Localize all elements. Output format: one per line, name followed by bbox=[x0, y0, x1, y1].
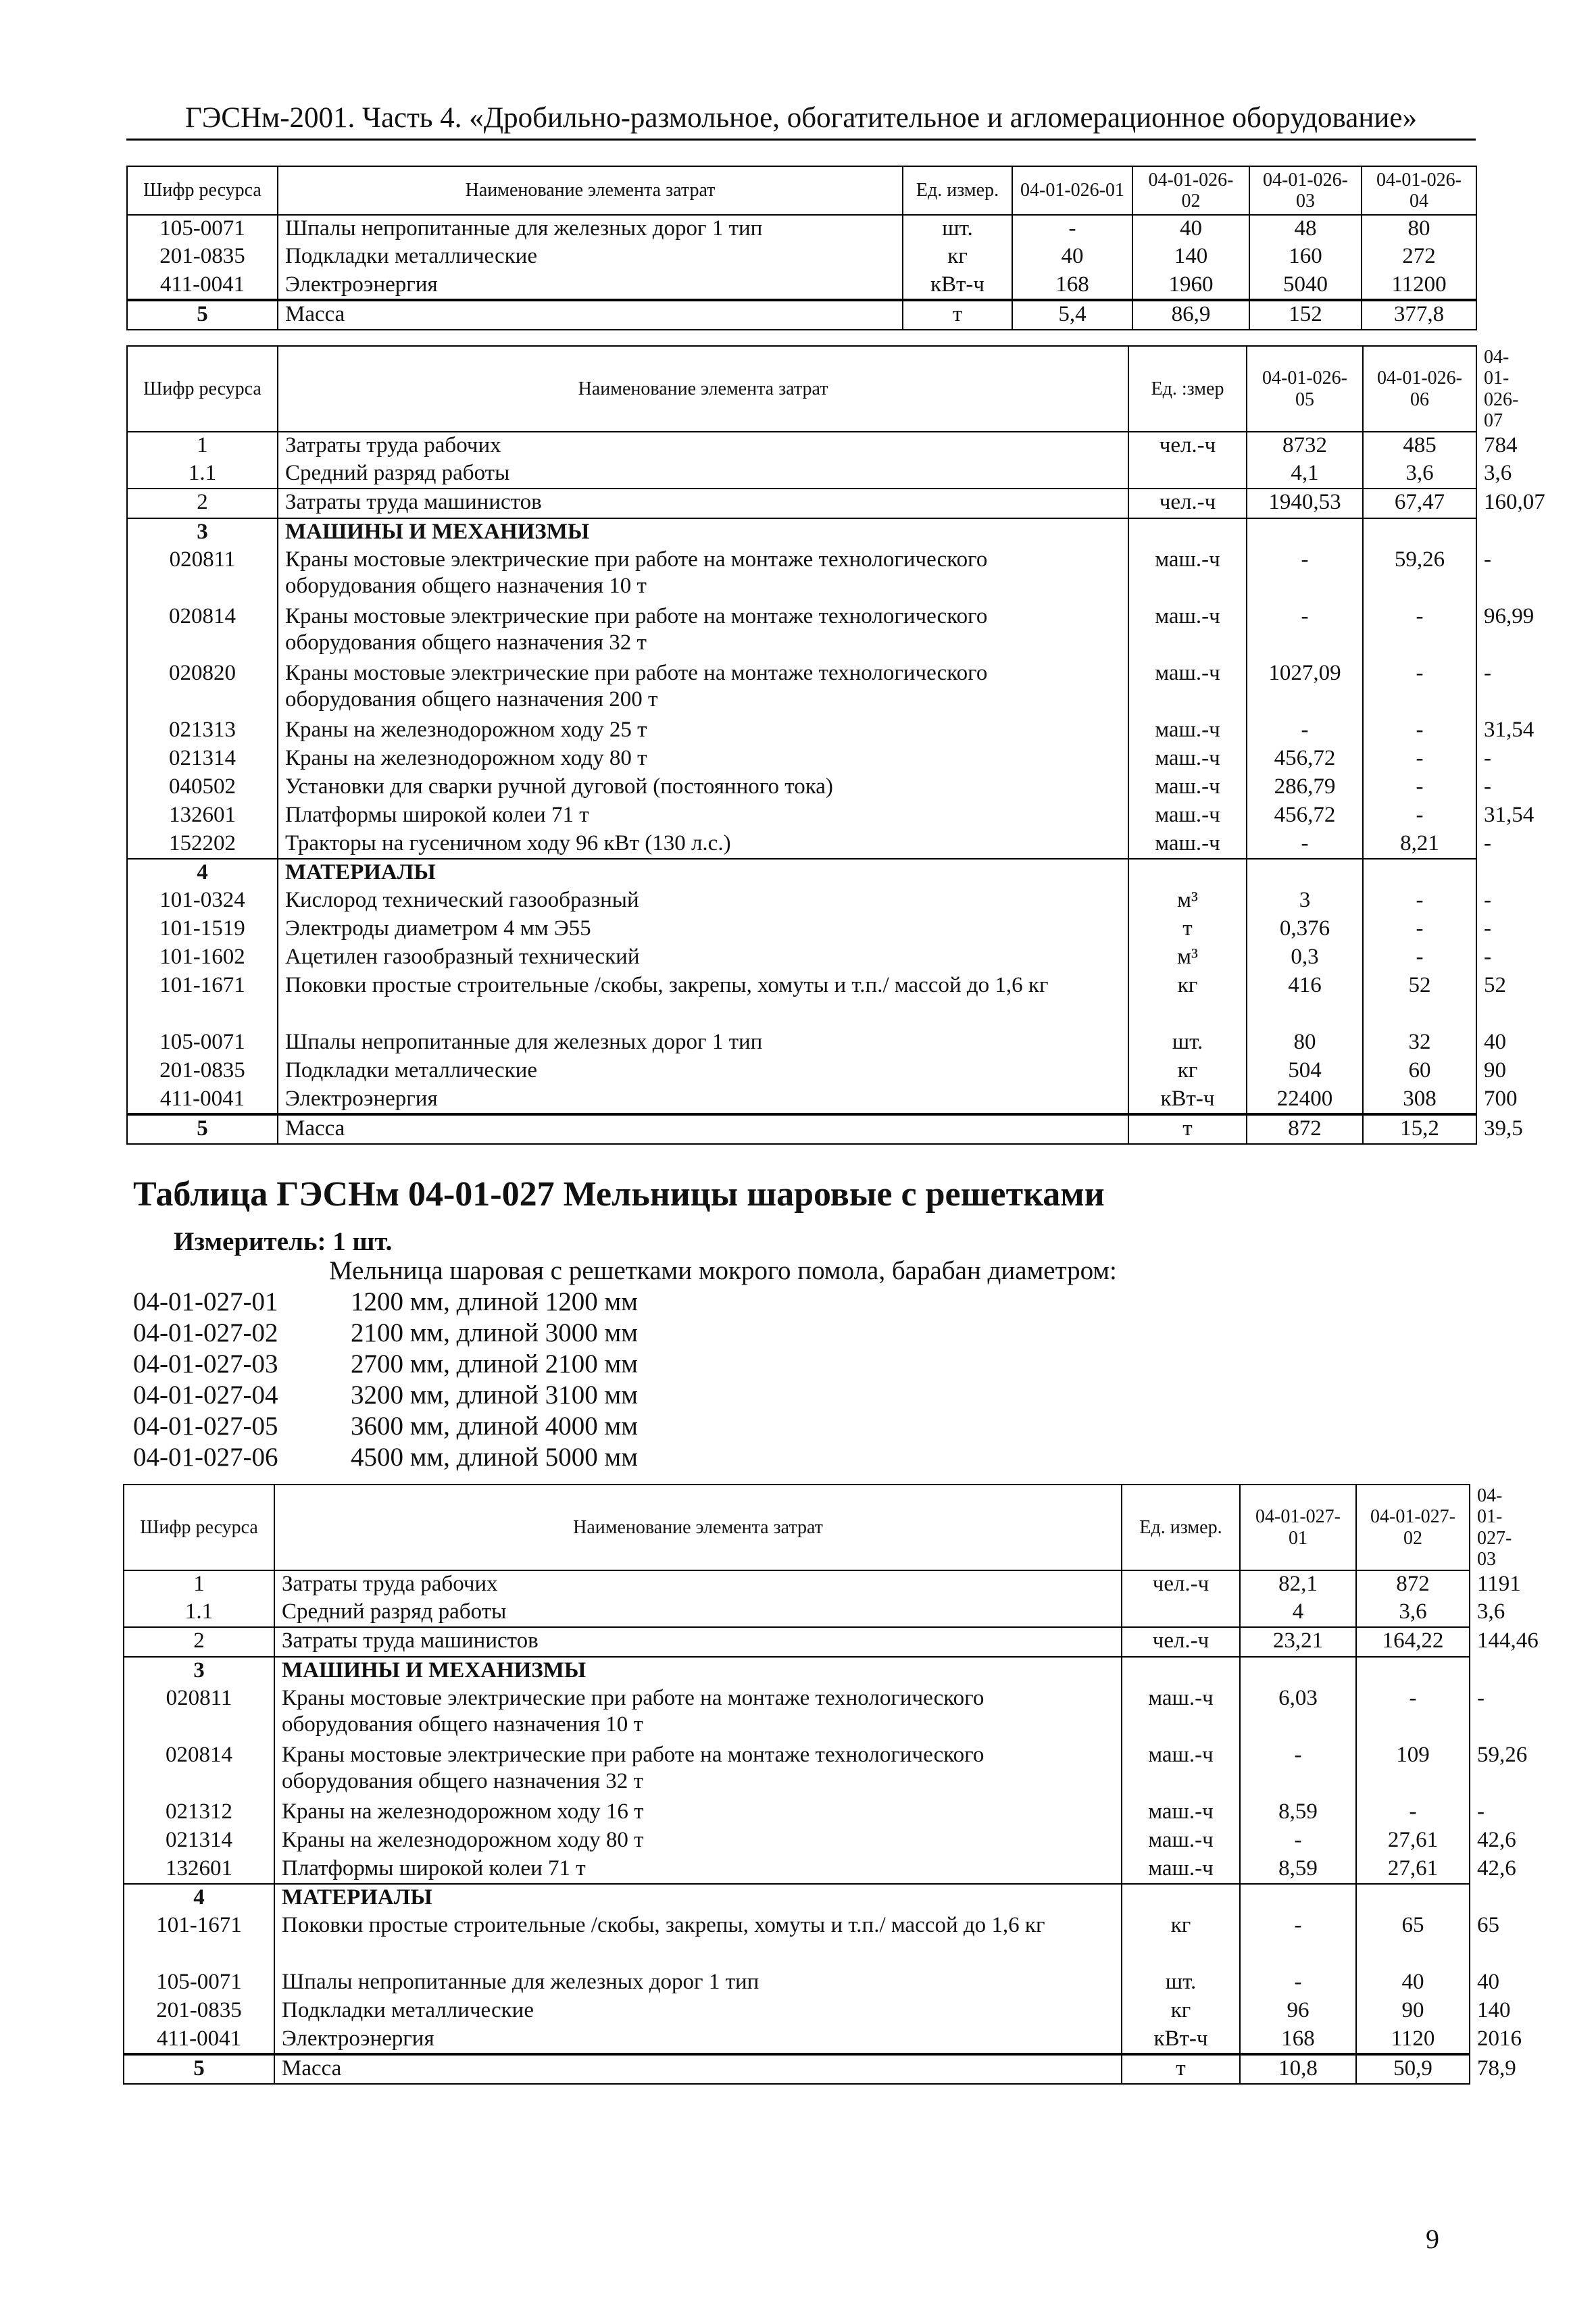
col-header-name: Наименование элемента затрат bbox=[274, 1485, 1122, 1570]
norm-value: 456,72 bbox=[1247, 745, 1363, 774]
resource-unit bbox=[1128, 460, 1247, 489]
table-row: 101-1602 Ацетилен газообразный технический м³ 0,3 - - bbox=[127, 944, 1476, 972]
resource-name: Краны мостовые электрические при работе на монтаже технологического оборудования общего назначения 10 т bbox=[274, 1685, 1122, 1742]
section-title: МАШИНЫ И МЕХАНИЗМЫ bbox=[274, 1657, 1122, 1685]
col-header-code: Шифр ресурса bbox=[127, 166, 278, 215]
section-heading-row bbox=[124, 1884, 1470, 1912]
table-row: 020811 Краны мостовые электрические при работе на монтаже технологического оборудования общего назначения 10 т маш.-ч 6,03 - - bbox=[124, 1685, 1470, 1742]
mass-row: 5 Масса т 10,8 50,9 78,9 bbox=[124, 2054, 1470, 2084]
norm-value: 40 bbox=[1356, 1969, 1470, 1997]
table-row: 152202 Тракторы на гусеничном ходу 96 кВт (130 л.с.) маш.-ч - 8,21 - bbox=[127, 830, 1476, 859]
variant-code: 04-01-027-01 bbox=[133, 1287, 278, 1316]
norm-value: - bbox=[1363, 603, 1476, 660]
norm-value: 3,6 bbox=[1363, 460, 1476, 489]
norm-value: - bbox=[1240, 1969, 1356, 1997]
section-number: 3 bbox=[124, 1657, 274, 1685]
table-row: 020811 Краны мостовые электрические при работе на монтаже технологического оборудования общего назначения 10 т маш.-ч - 59,26 - bbox=[127, 547, 1476, 603]
norm-value: 52 bbox=[1363, 972, 1476, 1029]
resource-unit: маш.-ч bbox=[1122, 1742, 1240, 1799]
variant-code: 04-01-027-06 bbox=[133, 1443, 278, 1472]
norm-value: - bbox=[1363, 944, 1476, 972]
norm-value: - bbox=[1356, 1685, 1470, 1742]
resource-unit bbox=[1122, 1599, 1240, 1627]
col-header-unit: Ед. измер. bbox=[1122, 1485, 1240, 1570]
table-row: 201-0835 Подкладки металлические кг 504 60 90 bbox=[127, 1057, 1476, 1086]
table-row: 021314 Краны на железнодорожном ходу 80 т маш.-ч 456,72 - - bbox=[127, 745, 1476, 774]
variant-text: 1200 мм, длиной 1200 мм bbox=[351, 1287, 638, 1316]
table-row: 021312 Краны на железнодорожном ходу 16 т маш.-ч 8,59 - - bbox=[124, 1799, 1470, 1827]
resource-unit: маш.-ч bbox=[1122, 1827, 1240, 1856]
norm-value: 485 bbox=[1363, 432, 1476, 460]
norm-value: - bbox=[1356, 1799, 1470, 1827]
norm-value: 140 bbox=[1132, 243, 1249, 272]
resource-name: Шпалы непропитанные для железных дорог 1 тип bbox=[278, 1029, 1128, 1057]
resource-unit: маш.-ч bbox=[1128, 660, 1247, 717]
norm-value: 152 bbox=[1249, 300, 1362, 330]
resource-code: 101-1671 bbox=[124, 1912, 274, 1969]
resource-unit: кВт-ч bbox=[1122, 2026, 1240, 2054]
resource-code: 101-1671 bbox=[127, 972, 278, 1029]
resource-code: 021312 bbox=[124, 1799, 274, 1827]
meter-label: Измеритель: bbox=[174, 1227, 326, 1256]
norm-value: - bbox=[1363, 745, 1476, 774]
resource-code: 201-0835 bbox=[127, 1057, 278, 1086]
resource-code: 152202 bbox=[127, 830, 278, 859]
resource-code: 132601 bbox=[127, 802, 278, 830]
resource-unit: шт. bbox=[1122, 1969, 1240, 1997]
resource-name: Тракторы на гусеничном ходу 96 кВт (130 л.с.) bbox=[278, 830, 1128, 859]
norm-value: 23,21 bbox=[1240, 1627, 1356, 1657]
resource-unit: маш.-ч bbox=[1122, 1856, 1240, 1884]
resource-name: Средний разряд работы bbox=[274, 1599, 1122, 1627]
resource-name: Электроды диаметром 4 мм Э55 bbox=[278, 916, 1128, 944]
meter-line bbox=[174, 1226, 392, 1257]
norm-value: 82,1 bbox=[1240, 1570, 1356, 1599]
norm-value: - bbox=[1240, 1912, 1356, 1969]
table-row: 101-1519 Электроды диаметром 4 мм Э55 т 0,376 - - bbox=[127, 916, 1476, 944]
variant-code: 04-01-027-02 bbox=[133, 1318, 278, 1347]
resource-unit: м³ bbox=[1128, 944, 1247, 972]
table-row: 411-0041 Электроэнергия кВт-ч 168 1120 2016 bbox=[124, 2026, 1470, 2054]
resource-code: 132601 bbox=[124, 1856, 274, 1884]
resource-name: Краны на железнодорожном ходу 80 т bbox=[278, 745, 1128, 774]
norm-value: - bbox=[1240, 1827, 1356, 1856]
resource-code: 201-0835 bbox=[124, 1997, 274, 2026]
resource-unit: т bbox=[1128, 916, 1247, 944]
variant-line bbox=[133, 1349, 638, 1379]
norm-value: 109 bbox=[1356, 1742, 1470, 1799]
norm-value: 96 bbox=[1240, 1997, 1356, 2026]
norm-value: 377,8 bbox=[1362, 300, 1476, 330]
norm-value: 86,9 bbox=[1132, 300, 1249, 330]
table-row: 201-0835 Подкладки металлические кг 96 90 140 bbox=[124, 1997, 1470, 2026]
norm-value: 65 bbox=[1356, 1912, 1470, 1969]
cost-table-026-part1 bbox=[126, 166, 1477, 330]
resource-code: 105-0071 bbox=[127, 215, 278, 243]
norm-value: 1940,53 bbox=[1247, 489, 1363, 518]
norm-value: 4 bbox=[1240, 1599, 1356, 1627]
variant-code: 04-01-027-04 bbox=[133, 1380, 278, 1410]
norm-value: 286,79 bbox=[1247, 774, 1363, 802]
resource-unit: маш.-ч bbox=[1128, 802, 1247, 830]
norm-value: 308 bbox=[1363, 1086, 1476, 1114]
resource-code: 411-0041 bbox=[124, 2026, 274, 2054]
norm-value: 0,3 bbox=[1247, 944, 1363, 972]
variant-code: 04-01-027-05 bbox=[133, 1412, 278, 1441]
table-title: Таблица ГЭСНм 04-01-027 Мельницы шаровые с решетками bbox=[133, 1175, 1105, 1214]
table-row: 411-0041 Электроэнергия кВт-ч 22400 308 700 bbox=[127, 1086, 1476, 1114]
norm-value: 11200 bbox=[1362, 272, 1476, 300]
table-row: 132601 Платформы широкой колеи 71 т маш.-ч 8,59 27,61 42,6 bbox=[124, 1856, 1470, 1884]
resource-unit: кг bbox=[1122, 1997, 1240, 2026]
norm-value: 456,72 bbox=[1247, 802, 1363, 830]
table-row: 2 Затраты труда машинистов чел.-ч 23,21 164,22 144,46 bbox=[124, 1627, 1470, 1657]
resource-name: Подкладки металлические bbox=[278, 1057, 1128, 1086]
norm-value: - bbox=[1363, 887, 1476, 916]
resource-name: Шпалы непропитанные для железных дорог 1 тип bbox=[278, 215, 903, 243]
resource-name: Затраты труда машинистов bbox=[278, 489, 1128, 518]
resource-name: Кислород технический газообразный bbox=[278, 887, 1128, 916]
resource-code: 021314 bbox=[127, 745, 278, 774]
resource-code: 101-1602 bbox=[127, 944, 278, 972]
resource-unit: чел.-ч bbox=[1128, 489, 1247, 518]
norm-value: 1120 bbox=[1356, 2026, 1470, 2054]
norm-value: 3,6 bbox=[1356, 1599, 1470, 1627]
norm-value: 60 bbox=[1363, 1057, 1476, 1086]
section-heading-row bbox=[124, 1657, 1470, 1685]
norm-value: 1960 bbox=[1132, 272, 1249, 300]
resource-unit: кг bbox=[1128, 972, 1247, 1029]
col-header-unit: Ед. измер. bbox=[903, 166, 1012, 215]
norm-value: 40 bbox=[1012, 243, 1132, 272]
resource-name: Затраты труда машинистов bbox=[274, 1627, 1122, 1657]
norm-value: 40 bbox=[1132, 215, 1249, 243]
norm-value: 48 bbox=[1249, 215, 1362, 243]
norm-value: 27,61 bbox=[1356, 1856, 1470, 1884]
norm-value: 8,59 bbox=[1240, 1799, 1356, 1827]
variant-text: 3200 мм, длиной 3100 мм bbox=[351, 1380, 638, 1410]
table-row: 101-0324 Кислород технический газообразный м³ 3 - - bbox=[127, 887, 1476, 916]
resource-code: 1 bbox=[124, 1570, 274, 1599]
norm-value: - bbox=[1247, 830, 1363, 859]
col-header-norm: 04-01-026-01 bbox=[1012, 166, 1132, 215]
resource-unit: чел.-ч bbox=[1122, 1570, 1240, 1599]
resource-code: 040502 bbox=[127, 774, 278, 802]
norm-value: 5040 bbox=[1249, 272, 1362, 300]
norm-value: 416 bbox=[1247, 972, 1363, 1029]
norm-value: 160 bbox=[1249, 243, 1362, 272]
table-row: 040502 Установки для сварки ручной дуговой (постоянного тока) маш.-ч 286,79 - - bbox=[127, 774, 1476, 802]
resource-name: Краны на железнодорожном ходу 80 т bbox=[274, 1827, 1122, 1856]
table-row: 101-1671 Поковки простые строительные /скобы, закрепы, хомуты и т.п./ массой до 1,6 кг кг 416 52 52 bbox=[127, 972, 1476, 1029]
resource-name: Подкладки металлические bbox=[278, 243, 903, 272]
variant-line bbox=[133, 1318, 638, 1348]
norm-value: - bbox=[1247, 603, 1363, 660]
col-header-norm: 04-01-027-02 bbox=[1356, 1485, 1470, 1570]
col-header-norm: 04-01-026-03 bbox=[1249, 166, 1362, 215]
resource-unit: т bbox=[1122, 2054, 1240, 2084]
norm-value: 22400 bbox=[1247, 1086, 1363, 1114]
resource-name: Краны мостовые электрические при работе на монтаже технологического оборудования общего назначения 10 т bbox=[278, 547, 1128, 603]
norm-value: 504 bbox=[1247, 1057, 1363, 1086]
norm-value: 0,376 bbox=[1247, 916, 1363, 944]
norm-value: - bbox=[1363, 774, 1476, 802]
norm-value: - bbox=[1247, 547, 1363, 603]
resource-code: 101-1519 bbox=[127, 916, 278, 944]
resource-unit: маш.-ч bbox=[1128, 603, 1247, 660]
table-row: 020814 Краны мостовые электрические при работе на монтаже технологического оборудования общего назначения 32 т маш.-ч - 109 59,26 bbox=[124, 1742, 1470, 1799]
norm-value: 80 bbox=[1362, 215, 1476, 243]
table-row: 1 Затраты труда рабочих чел.-ч 82,1 872 1191 bbox=[124, 1570, 1470, 1599]
resource-unit: чел.-ч bbox=[1128, 432, 1247, 460]
col-header-code: Шифр ресурса bbox=[127, 346, 278, 432]
cost-table-027 bbox=[123, 1484, 1539, 2085]
resource-name: Подкладки металлические bbox=[274, 1997, 1122, 2026]
norm-value: 872 bbox=[1247, 1114, 1363, 1144]
norm-value: - bbox=[1363, 802, 1476, 830]
resource-code: 5 bbox=[127, 1114, 278, 1144]
variant-line bbox=[133, 1287, 638, 1317]
section-title: МАШИНЫ И МЕХАНИЗМЫ bbox=[278, 518, 1128, 547]
resource-code: 020811 bbox=[124, 1685, 274, 1742]
col-header-norm: 04-01-027-01 bbox=[1240, 1485, 1356, 1570]
table-row: 105-0071 Шпалы непропитанные для железных дорог 1 тип шт. 80 32 40 bbox=[127, 1029, 1476, 1057]
resource-name: Платформы широкой колеи 71 т bbox=[278, 802, 1128, 830]
resource-name: Краны мостовые электрические при работе на монтаже технологического оборудования общего назначения 32 т bbox=[278, 603, 1128, 660]
norm-value: 272 bbox=[1362, 243, 1476, 272]
section-number: 4 bbox=[127, 859, 278, 887]
variant-text: 3600 мм, длиной 4000 мм bbox=[351, 1412, 638, 1441]
resource-code: 101-0324 bbox=[127, 887, 278, 916]
resource-code: 1.1 bbox=[124, 1599, 274, 1627]
resource-code: 021313 bbox=[127, 717, 278, 745]
resource-code: 1 bbox=[127, 432, 278, 460]
table-header-row: Шифр ресурса Наименование элемента затрат Ед. измер. 04-01-027-01 04-01-027-02 04-01-027-03 bbox=[124, 1485, 1470, 1570]
resource-code: 411-0041 bbox=[127, 1086, 278, 1114]
norm-value: 168 bbox=[1240, 2026, 1356, 2054]
resource-name: Масса bbox=[278, 1114, 1128, 1144]
resource-unit: кг bbox=[1128, 1057, 1247, 1086]
resource-unit: маш.-ч bbox=[1122, 1685, 1240, 1742]
col-header-name: Наименование элемента затрат bbox=[278, 166, 903, 215]
table-row: 021313 Краны на железнодорожном ходу 25 т маш.-ч - - 31,54 bbox=[127, 717, 1476, 745]
col-header-norm: 04-01-026-04 bbox=[1362, 166, 1476, 215]
running-header: ГЭСНм-2001. Часть 4. «Дробильно-размольное, обогатительное и агломерационное оборудование» bbox=[185, 102, 1417, 134]
norm-value: - bbox=[1363, 717, 1476, 745]
norm-value: 27,61 bbox=[1356, 1827, 1470, 1856]
resource-unit: кг bbox=[1122, 1912, 1240, 1969]
col-header-code: Шифр ресурса bbox=[124, 1485, 274, 1570]
table-row: 132601 Платформы широкой колеи 71 т маш.-ч 456,72 - 31,54 bbox=[127, 802, 1476, 830]
mass-row: 5 Масса т 872 15,2 39,5 bbox=[127, 1114, 1476, 1144]
table-row: 1.1 Средний разряд работы 4,1 3,6 3,6 bbox=[127, 460, 1476, 489]
norm-value: - bbox=[1363, 660, 1476, 717]
meter-value: 1 шт. bbox=[332, 1227, 393, 1256]
resource-unit: т bbox=[903, 300, 1012, 330]
norm-value: - bbox=[1012, 215, 1132, 243]
resource-name: Средний разряд работы bbox=[278, 460, 1128, 489]
variant-line bbox=[133, 1380, 638, 1410]
table-row: 1.1 Средний разряд работы 4 3,6 3,6 bbox=[124, 1599, 1470, 1627]
resource-name: Масса bbox=[278, 300, 903, 330]
resource-code: 2 bbox=[127, 489, 278, 518]
resource-unit: кВт-ч bbox=[903, 272, 1012, 300]
norm-value: 80 bbox=[1247, 1029, 1363, 1057]
norm-value: 168 bbox=[1012, 272, 1132, 300]
resource-unit: м³ bbox=[1128, 887, 1247, 916]
norm-value: 8,21 bbox=[1363, 830, 1476, 859]
cost-table-026-part2 bbox=[126, 345, 1545, 1145]
resource-code: 5 bbox=[124, 2054, 274, 2084]
norm-value: 90 bbox=[1356, 1997, 1470, 2026]
variant-text: 2700 мм, длиной 2100 мм bbox=[351, 1349, 638, 1378]
page-number: 9 bbox=[1426, 2224, 1439, 2254]
resource-unit: маш.-ч bbox=[1128, 830, 1247, 859]
norm-value: 8,59 bbox=[1240, 1856, 1356, 1884]
norm-value: 59,26 bbox=[1363, 547, 1476, 603]
resource-code: 5 bbox=[127, 300, 278, 330]
section-title: МАТЕРИАЛЫ bbox=[278, 859, 1128, 887]
col-header-norm: 04-01-026-06 bbox=[1363, 346, 1476, 432]
section-number: 4 bbox=[124, 1884, 274, 1912]
norm-value: - bbox=[1363, 916, 1476, 944]
resource-name: Электроэнергия bbox=[278, 272, 903, 300]
resource-name: Поковки простые строительные /скобы, закрепы, хомуты и т.п./ массой до 1,6 кг bbox=[274, 1912, 1122, 1969]
norm-value: 3 bbox=[1247, 887, 1363, 916]
resource-name: Краны на железнодорожном ходу 25 т bbox=[278, 717, 1128, 745]
resource-name: Платформы широкой колеи 71 т bbox=[274, 1856, 1122, 1884]
resource-name: Краны мостовые электрические при работе на монтаже технологического оборудования общего назначения 32 т bbox=[274, 1742, 1122, 1799]
table-row: 105-0071 Шпалы непропитанные для железных дорог 1 тип шт. - 40 40 bbox=[124, 1969, 1470, 1997]
resource-name: Шпалы непропитанные для железных дорог 1 тип bbox=[274, 1969, 1122, 1997]
resource-name: Установки для сварки ручной дуговой (постоянного тока) bbox=[278, 774, 1128, 802]
norm-value: 67,47 bbox=[1363, 489, 1476, 518]
norm-value: 50,9 bbox=[1356, 2054, 1470, 2084]
resource-unit: шт. bbox=[1128, 1029, 1247, 1057]
resource-code: 020820 bbox=[127, 660, 278, 717]
resource-code: 1.1 bbox=[127, 460, 278, 489]
header-rule bbox=[126, 139, 1476, 141]
resource-code: 020814 bbox=[127, 603, 278, 660]
resource-code: 020811 bbox=[127, 547, 278, 603]
resource-unit: чел.-ч bbox=[1122, 1627, 1240, 1657]
resource-unit: т bbox=[1128, 1114, 1247, 1144]
resource-name: Электроэнергия bbox=[274, 2026, 1122, 2054]
norm-value: 872 bbox=[1356, 1570, 1470, 1599]
col-header-norm: 04-01-026-05 bbox=[1247, 346, 1363, 432]
variant-line bbox=[133, 1442, 638, 1472]
resource-code: 105-0071 bbox=[124, 1969, 274, 1997]
resource-unit: кВт-ч bbox=[1128, 1086, 1247, 1114]
resource-unit: маш.-ч bbox=[1122, 1799, 1240, 1827]
resource-name: Ацетилен газообразный технический bbox=[278, 944, 1128, 972]
resource-name: Поковки простые строительные /скобы, закрепы, хомуты и т.п./ массой до 1,6 кг bbox=[278, 972, 1128, 1029]
table-row bbox=[127, 243, 1476, 272]
col-header-norm: 04-01-026-02 bbox=[1132, 166, 1249, 215]
norm-value: 5,4 bbox=[1012, 300, 1132, 330]
section-heading-row bbox=[127, 859, 1476, 887]
table-row bbox=[127, 272, 1476, 300]
table-header-row bbox=[127, 166, 1476, 215]
resource-code: 201-0835 bbox=[127, 243, 278, 272]
norm-value: 1027,09 bbox=[1247, 660, 1363, 717]
variant-line bbox=[133, 1411, 638, 1441]
resource-unit: маш.-ч bbox=[1128, 547, 1247, 603]
resource-unit: маш.-ч bbox=[1128, 717, 1247, 745]
variant-text: 4500 мм, длиной 5000 мм bbox=[351, 1443, 638, 1472]
resource-unit: шт. bbox=[903, 215, 1012, 243]
resource-unit: маш.-ч bbox=[1128, 774, 1247, 802]
resource-code: 2 bbox=[124, 1627, 274, 1657]
norm-value: 8732 bbox=[1247, 432, 1363, 460]
table-row: 101-1671 Поковки простые строительные /скобы, закрепы, хомуты и т.п./ массой до 1,6 кг кг - 65 65 bbox=[124, 1912, 1470, 1969]
table-row: 2 Затраты труда машинистов чел.-ч 1940,53 67,47 160,07 bbox=[127, 489, 1476, 518]
resource-name: Затраты труда рабочих bbox=[274, 1570, 1122, 1599]
norm-value: 6,03 bbox=[1240, 1685, 1356, 1742]
section-title: МАТЕРИАЛЫ bbox=[274, 1884, 1122, 1912]
col-header-unit: Ед. :змер bbox=[1128, 346, 1247, 432]
resource-name: Масса bbox=[274, 2054, 1122, 2084]
mass-row bbox=[127, 300, 1476, 330]
norm-value: - bbox=[1247, 717, 1363, 745]
resource-unit: кг bbox=[903, 243, 1012, 272]
work-description: Мельница шаровая с решетками мокрого помола, барабан диаметром: bbox=[329, 1256, 1117, 1285]
resource-name: Электроэнергия bbox=[278, 1086, 1128, 1114]
norm-value: 10,8 bbox=[1240, 2054, 1356, 2084]
table-row: 1 Затраты труда рабочих чел.-ч 8732 485 784 bbox=[127, 432, 1476, 460]
col-header-name: Наименование элемента затрат bbox=[278, 346, 1128, 432]
norm-value: 164,22 bbox=[1356, 1627, 1470, 1657]
variant-text: 2100 мм, длиной 3000 мм bbox=[351, 1318, 638, 1347]
resource-name: Затраты труда рабочих bbox=[278, 432, 1128, 460]
section-heading-row bbox=[127, 518, 1476, 547]
resource-code: 105-0071 bbox=[127, 1029, 278, 1057]
resource-name: Краны на железнодорожном ходу 16 т bbox=[274, 1799, 1122, 1827]
resource-name: Краны мостовые электрические при работе на монтаже технологического оборудования общего назначения 200 т bbox=[278, 660, 1128, 717]
table-row: 020814 Краны мостовые электрические при работе на монтаже технологического оборудования общего назначения 32 т маш.-ч - - 96,99 bbox=[127, 603, 1476, 660]
variant-code: 04-01-027-03 bbox=[133, 1349, 278, 1378]
resource-code: 020814 bbox=[124, 1742, 274, 1799]
table-header-row: Шифр ресурса Наименование элемента затрат Ед. :змер 04-01-026-05 04-01-026-06 04-01-026-07 bbox=[127, 346, 1476, 432]
norm-value: 32 bbox=[1363, 1029, 1476, 1057]
norm-value: - bbox=[1240, 1742, 1356, 1799]
resource-unit: маш.-ч bbox=[1128, 745, 1247, 774]
table-row bbox=[127, 215, 1476, 243]
norm-value: 4,1 bbox=[1247, 460, 1363, 489]
section-number: 3 bbox=[127, 518, 278, 547]
table-row: 020820 Краны мостовые электрические при работе на монтаже технологического оборудования общего назначения 200 т маш.-ч 1027,09 - - bbox=[127, 660, 1476, 717]
norm-value: 15,2 bbox=[1363, 1114, 1476, 1144]
table-row: 021314 Краны на железнодорожном ходу 80 т маш.-ч - 27,61 42,6 bbox=[124, 1827, 1470, 1856]
resource-code: 021314 bbox=[124, 1827, 274, 1856]
resource-code: 411-0041 bbox=[127, 272, 278, 300]
